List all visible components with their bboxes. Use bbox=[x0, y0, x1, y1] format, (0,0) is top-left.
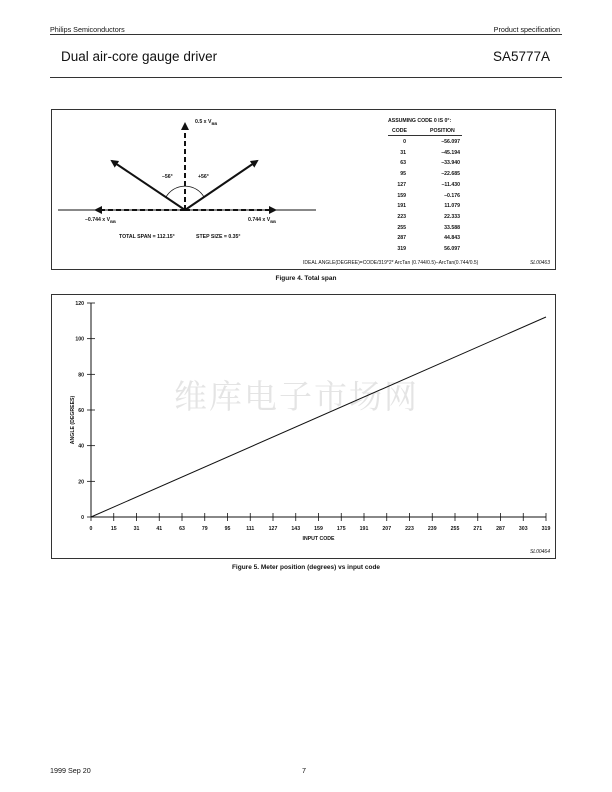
table-cell-position: 56.097 bbox=[444, 246, 460, 252]
series-line bbox=[91, 317, 546, 517]
right-label: 0.744 x $V_{BB}$ bbox=[248, 217, 276, 225]
x-tick-label: 31 bbox=[133, 526, 140, 532]
table-cell-position: 22.333 bbox=[444, 213, 460, 220]
footer-date: 1999 Sep 20 bbox=[50, 766, 91, 775]
x-tick-label: 15 bbox=[110, 526, 117, 532]
x-tick-label: 175 bbox=[336, 526, 346, 532]
total-span: TOTAL SPAN = 112.15° bbox=[119, 234, 175, 240]
table-cell-code: 0 bbox=[403, 139, 406, 145]
table-cell-code: 319 bbox=[397, 246, 406, 252]
x-axis-label: INPUT CODE bbox=[302, 536, 335, 542]
left-label: –0.744 x $V_{BB}$ bbox=[85, 217, 116, 225]
angle-left-label: –56° bbox=[162, 174, 173, 180]
x-tick-label: 143 bbox=[291, 526, 301, 532]
table-cell-position: 33.588 bbox=[444, 224, 460, 231]
x-tick-label: 287 bbox=[496, 526, 505, 532]
col-position-header: POSITION bbox=[430, 128, 455, 134]
x-tick-label: 63 bbox=[179, 526, 185, 532]
figure4-frame bbox=[51, 109, 556, 270]
table-cell-code: 223 bbox=[397, 213, 406, 220]
y-axis-label: ANGLE (DEGREES) bbox=[70, 395, 76, 445]
table-cell-code: 191 bbox=[397, 203, 406, 210]
x-tick-label: 41 bbox=[156, 526, 163, 532]
x-tick-label: 127 bbox=[268, 526, 278, 532]
table-cell-code: 159 bbox=[397, 192, 406, 199]
table-cell-position: 11.079 bbox=[444, 203, 460, 210]
vector-diagram bbox=[52, 110, 555, 269]
table-cell-code: 95 bbox=[400, 171, 406, 178]
vertical-label: 0.5 x $V_{BB}$ bbox=[195, 119, 218, 127]
y-tick-label: 40 bbox=[78, 443, 84, 450]
page-number: 7 bbox=[302, 766, 306, 775]
y-tick-label: 120 bbox=[75, 301, 84, 307]
table-cell-position: −0.176 bbox=[443, 192, 460, 199]
table-heading: ASSUMING CODE 0 IS 0°: bbox=[388, 118, 452, 124]
y-tick-label: 100 bbox=[75, 336, 84, 343]
table-cell-code: 63 bbox=[400, 160, 406, 167]
x-tick-label: 111 bbox=[246, 526, 255, 532]
formula: IDEAL ANGLE(DEGREE)=CODE/319*2* ArcTan (0.744/0.5)–ArcTan(0.744/0.5) bbox=[303, 260, 479, 266]
figure5-frame bbox=[51, 294, 556, 559]
header-rule-top bbox=[50, 34, 562, 35]
header-rule-bottom bbox=[50, 77, 562, 78]
table-cell-position: 44.843 bbox=[444, 235, 460, 242]
table-cell-code: 31 bbox=[400, 149, 406, 156]
x-tick-label: 255 bbox=[450, 526, 460, 532]
y-tick-label: 80 bbox=[78, 372, 84, 379]
x-tick-label: 303 bbox=[518, 526, 528, 532]
y-tick-label: 60 bbox=[78, 408, 84, 414]
table-cell-code: 127 bbox=[397, 181, 406, 188]
table-cell-position: −22.685 bbox=[441, 171, 460, 178]
figure4-ref: SL00463 bbox=[529, 260, 550, 266]
angle-right-label: +56° bbox=[198, 174, 209, 180]
watermark: 维库电子市场网 bbox=[174, 377, 419, 416]
part-number: SA5777A bbox=[492, 49, 550, 64]
x-tick-label: 191 bbox=[359, 526, 369, 532]
col-code-header: CODE bbox=[392, 128, 407, 134]
y-tick-label: 0 bbox=[81, 515, 84, 521]
x-tick-label: 159 bbox=[314, 526, 323, 532]
step-size: STEP SIZE = 0.35° bbox=[196, 234, 241, 240]
table-cell-position: −33.940 bbox=[441, 160, 460, 167]
x-tick-label: 207 bbox=[382, 526, 392, 532]
y-tick-label: 20 bbox=[78, 479, 84, 486]
company-name: Philips Semiconductors bbox=[50, 25, 125, 34]
x-tick-label: 319 bbox=[541, 526, 551, 532]
x-tick-label: 79 bbox=[201, 526, 208, 532]
table-cell-code: 287 bbox=[397, 235, 406, 242]
document-title: Dual air-core gauge driver bbox=[61, 49, 218, 64]
x-tick-label: 0 bbox=[89, 526, 93, 532]
figure4-caption: Figure 4. Total span bbox=[275, 275, 337, 282]
figure5-caption: Figure 5. Meter position (degrees) vs input code bbox=[231, 564, 381, 571]
table-cell-code: 255 bbox=[397, 224, 406, 231]
document-type: Product specification bbox=[493, 25, 560, 34]
table-cell-position: −11.430 bbox=[441, 181, 460, 188]
angle-vs-code-chart bbox=[52, 295, 555, 558]
table-header-rule bbox=[388, 135, 462, 136]
x-tick-label: 95 bbox=[224, 526, 231, 532]
right-span-vector bbox=[185, 161, 257, 210]
x-tick-label: 239 bbox=[427, 526, 437, 532]
x-tick-label: 223 bbox=[405, 526, 414, 532]
figure5-ref: SL00464 bbox=[529, 549, 550, 555]
table-cell-position: −56.097 bbox=[441, 139, 460, 145]
table-cell-position: −45.194 bbox=[441, 149, 460, 156]
left-span-vector bbox=[112, 161, 185, 210]
x-tick-label: 271 bbox=[473, 526, 483, 532]
